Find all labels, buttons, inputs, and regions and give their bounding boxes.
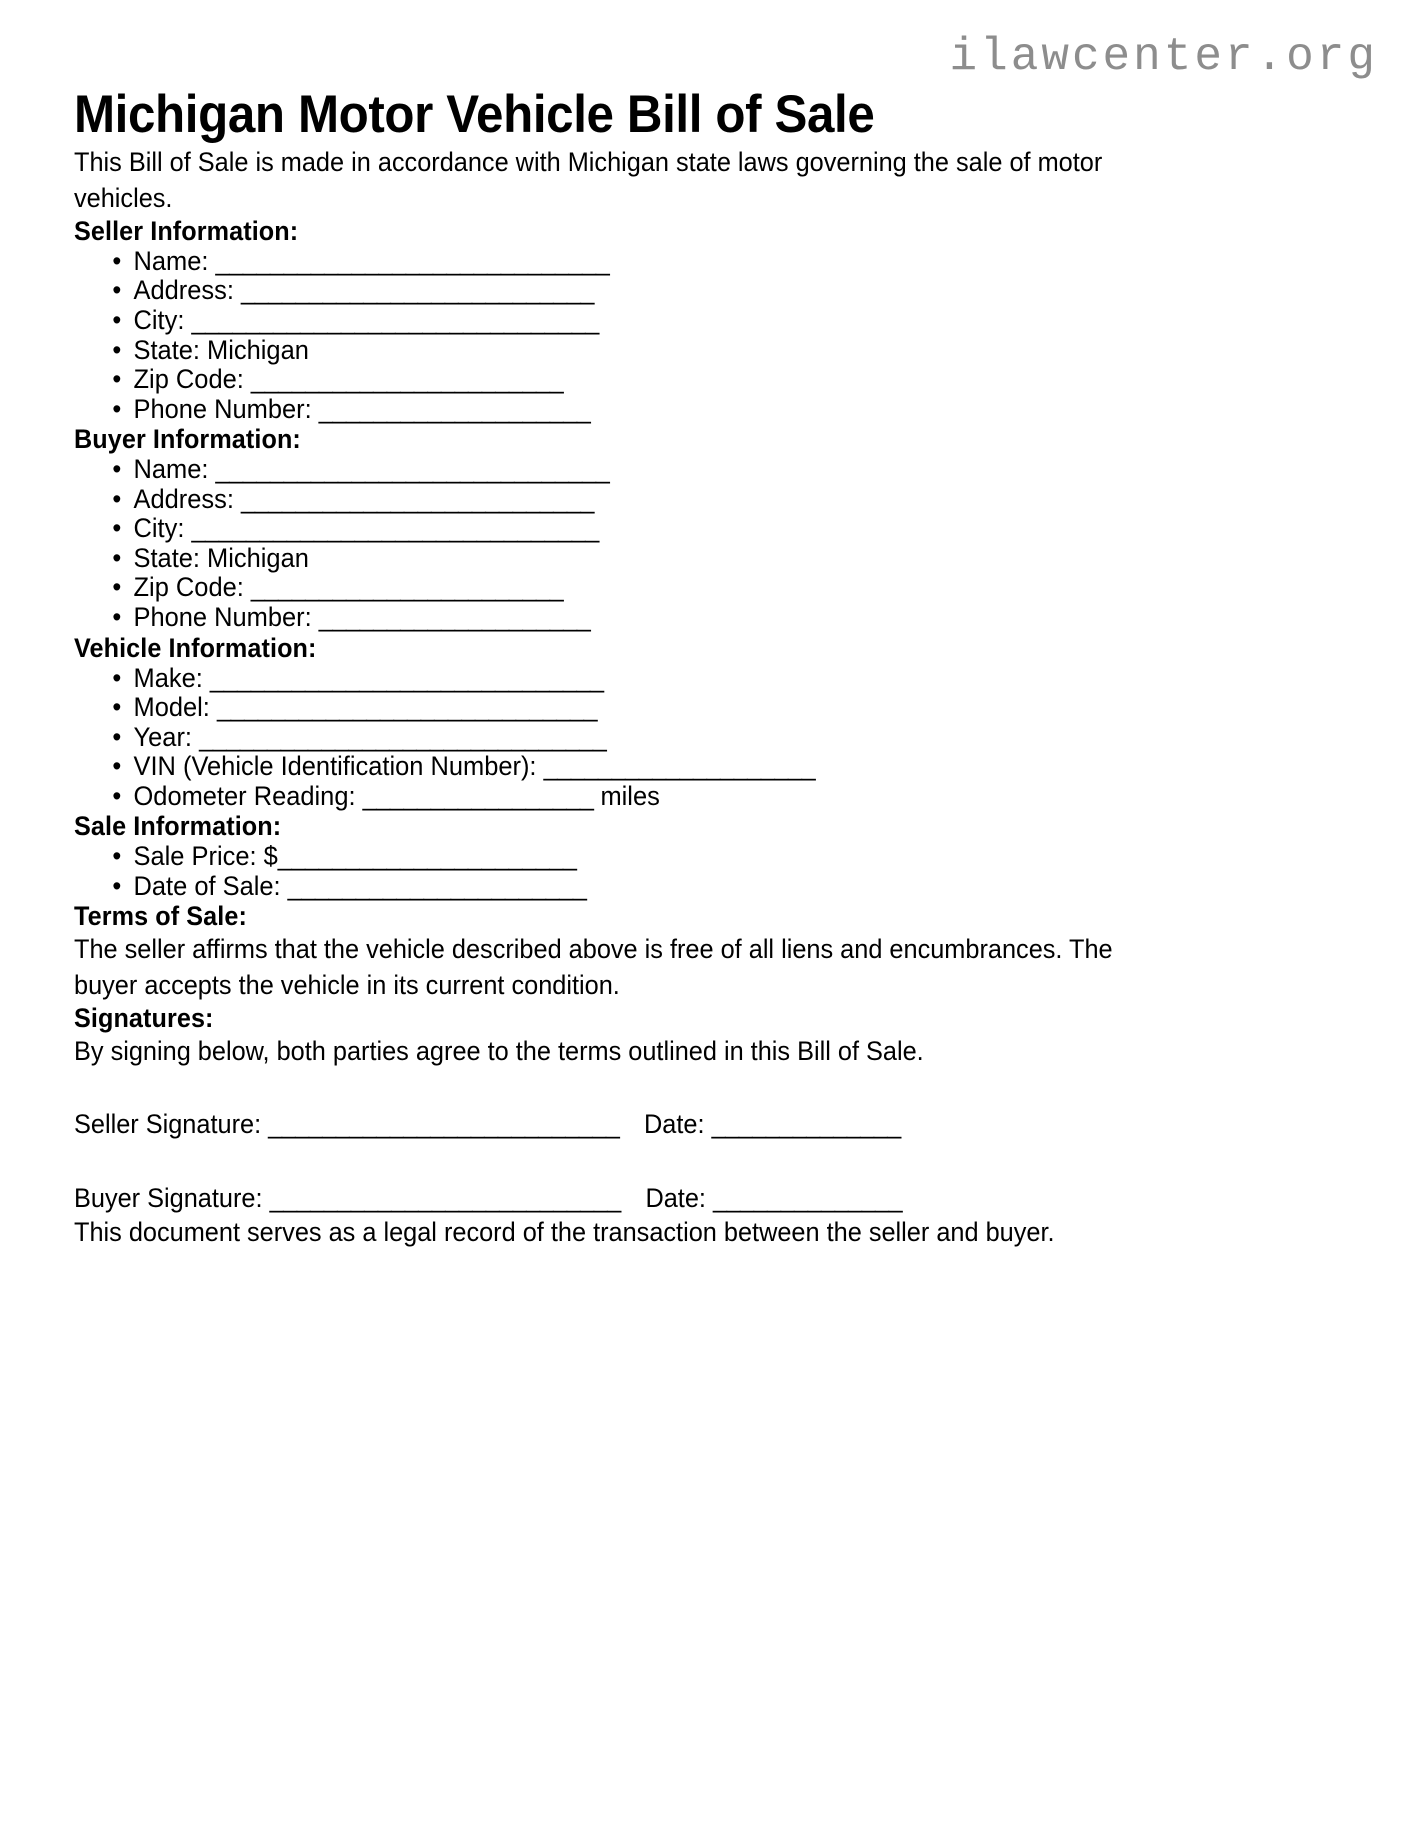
field-label: Address: [133, 483, 234, 514]
list-item [74, 664, 1288, 694]
list-item [74, 782, 1288, 812]
field-blank[interactable]: ______________________________ [191, 305, 599, 336]
field-label: City: [133, 305, 185, 336]
section-heading-buyer: Buyer Information: [74, 424, 301, 455]
section-heading-seller: Seller Information: [74, 215, 299, 246]
list-item [74, 336, 1288, 366]
field-blank[interactable]: _________________ [362, 780, 594, 811]
bullet-icon: • [112, 601, 122, 632]
field-blank[interactable]: ______________________________ [191, 513, 599, 544]
list-item [74, 752, 1288, 782]
list-item [74, 365, 1288, 395]
bullet-icon: • [112, 542, 122, 573]
section-heading-vehicle: Vehicle Information: [74, 632, 317, 663]
field-blank[interactable]: ____________________ [543, 751, 816, 782]
seller-field-list [74, 247, 1339, 424]
field-blank[interactable]: _____________________________ [215, 454, 610, 485]
list-item [74, 306, 1288, 336]
list-item [74, 485, 1288, 515]
buyer-date-label: Date: [645, 1182, 706, 1213]
field-label: City: [133, 513, 185, 544]
list-item [74, 276, 1288, 306]
list-item [74, 455, 1288, 485]
field-blank[interactable]: ______________________ [277, 841, 577, 872]
field-label: State: Michigan [133, 334, 309, 365]
field-suffix: miles [600, 780, 660, 811]
field-blank[interactable]: _______________________ [250, 572, 564, 603]
list-item [74, 395, 1288, 425]
page-title: Michigan Motor Vehicle Bill of Sale [74, 85, 875, 144]
list-item [74, 603, 1288, 633]
field-blank[interactable]: ____________________ [318, 601, 591, 632]
intro-paragraph: This Bill of Sale is made in accordance with Michigan state laws governing the sale of motor vehicles. [74, 147, 1103, 213]
field-label: Make: [133, 662, 203, 693]
field-blank[interactable]: ______________________ [287, 870, 587, 901]
bullet-icon: • [112, 841, 122, 872]
bullet-icon: • [112, 721, 122, 752]
document-content [74, 0, 1339, 1250]
bullet-icon: • [112, 275, 122, 306]
sale-field-list [74, 842, 1339, 901]
field-blank[interactable]: __________________________ [240, 483, 594, 514]
bullet-icon: • [112, 393, 122, 424]
bullet-icon: • [112, 870, 122, 901]
field-blank[interactable]: _____________________________ [215, 245, 610, 276]
bullet-icon: • [112, 751, 122, 782]
field-label: Phone Number: [133, 601, 312, 632]
field-blank[interactable]: ____________________________ [216, 692, 598, 723]
seller-signature-blank[interactable]: __________________________ [268, 1109, 620, 1140]
list-item [74, 842, 1288, 872]
buyer-signature-blank[interactable]: __________________________ [269, 1182, 621, 1213]
terms-body: The seller affirms that the vehicle described above is free of all liens and encumbrances. The buyer accepts the vehicle in its current condition. [74, 934, 1113, 1000]
field-label: Model: [133, 692, 210, 723]
field-label: Phone Number: [133, 393, 312, 424]
closing-statement: This document serves as a legal record of the transaction between the seller and buyer. [74, 1216, 1055, 1247]
field-blank[interactable]: _______________________ [250, 364, 564, 395]
field-label: VIN (Vehicle Identification Number): [133, 751, 537, 782]
bullet-icon: • [112, 364, 122, 395]
signatures-intro: By signing below, both parties agree to the terms outlined in this Bill of Sale. [74, 1035, 924, 1066]
field-label: Date of Sale: [133, 870, 281, 901]
list-item [74, 247, 1288, 277]
field-blank[interactable]: __________________________ [240, 275, 594, 306]
list-item [74, 723, 1288, 753]
field-label: State: Michigan [133, 542, 309, 573]
bullet-icon: • [112, 513, 122, 544]
buyer-date-blank[interactable]: ______________ [712, 1182, 903, 1213]
field-label: Name: [133, 454, 209, 485]
bullet-icon: • [112, 334, 122, 365]
field-label: Zip Code: [133, 572, 244, 603]
bullet-icon: • [112, 692, 122, 723]
bullet-icon: • [112, 780, 122, 811]
field-label: Name: [133, 245, 209, 276]
field-blank[interactable]: ____________________ [318, 393, 591, 424]
seller-signature-row [74, 1109, 1282, 1141]
field-label: Zip Code: [133, 364, 244, 395]
bullet-icon: • [112, 483, 122, 514]
field-blank[interactable]: ______________________________ [199, 721, 607, 752]
section-heading-signatures: Signatures: [74, 1002, 214, 1033]
seller-date-label: Date: [644, 1109, 705, 1140]
bullet-icon: • [112, 572, 122, 603]
buyer-field-list [74, 455, 1339, 632]
section-heading-terms: Terms of Sale: [74, 901, 247, 932]
list-item [74, 514, 1288, 544]
bullet-icon: • [112, 454, 122, 485]
buyer-signature-label: Buyer Signature: [74, 1182, 263, 1213]
field-blank[interactable]: _____________________________ [209, 662, 604, 693]
list-item [74, 872, 1288, 902]
field-label: Address: [133, 275, 234, 306]
list-item [74, 573, 1288, 603]
list-item [74, 693, 1288, 723]
buyer-signature-row [74, 1183, 1282, 1215]
list-item [74, 544, 1288, 574]
field-label: Odometer Reading: [133, 780, 356, 811]
section-heading-sale: Sale Information: [74, 811, 282, 842]
field-label: Sale Price: $ [133, 841, 278, 872]
bullet-icon: • [112, 305, 122, 336]
bullet-icon: • [112, 245, 122, 276]
site-watermark: ilawcenter.org [949, 31, 1378, 83]
seller-date-blank[interactable]: ______________ [711, 1109, 901, 1140]
field-label: Year: [133, 721, 192, 752]
bullet-icon: • [112, 662, 122, 693]
vehicle-field-list [74, 664, 1339, 812]
seller-signature-label: Seller Signature: [74, 1109, 262, 1140]
